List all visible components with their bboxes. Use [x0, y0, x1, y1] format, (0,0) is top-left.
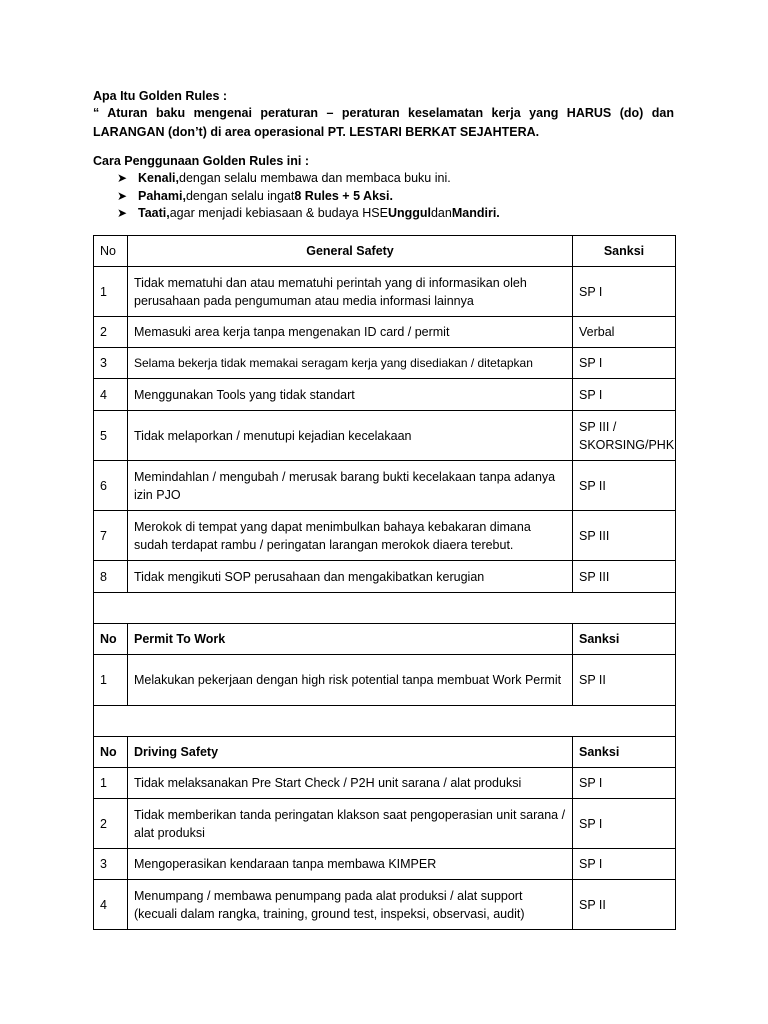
- row-sanksi: SP I: [573, 799, 676, 849]
- row-no: 7: [94, 511, 128, 561]
- table-row: [94, 511, 676, 561]
- row-text: Tidak mengikuti SOP perusahaan dan mengakibatkan kerugian: [128, 561, 573, 593]
- table-row: [94, 768, 676, 799]
- row-sanksi: SP I: [573, 379, 676, 411]
- intro-title: Apa Itu Golden Rules :: [93, 89, 228, 103]
- table-row: [94, 849, 676, 880]
- row-no: 4: [94, 379, 128, 411]
- row-text: Menumpang / membawa penumpang pada alat produksi / alat support (kecuali dalam rangka, training, ground test, inspeksi, observasi, audit): [128, 880, 573, 930]
- row-no: 8: [94, 561, 128, 593]
- row-text: Merokok di tempat yang dapat menimbulkan bahaya kebakaran dimana sudah terdapat rambu / peringatan larangan merokok diaera terebut.: [128, 511, 573, 561]
- arrow-bullet-icon: ➤: [117, 188, 128, 203]
- row-sanksi: SP III: [573, 511, 676, 561]
- usage-item: [117, 188, 500, 206]
- header-no: No: [94, 737, 128, 768]
- row-no: 1: [94, 655, 128, 706]
- usage-list: [117, 170, 500, 223]
- row-sanksi: SP I: [573, 768, 676, 799]
- table-row: [94, 267, 676, 317]
- row-text: Tidak memberikan tanda peringatan klakson saat pengoperasian unit sarana / alat produksi: [128, 799, 573, 849]
- table-row: [94, 799, 676, 849]
- section-spacer-row: [94, 593, 676, 624]
- table-row: [94, 655, 676, 706]
- row-no: 3: [94, 348, 128, 379]
- usage-emphasis: Mandiri.: [451, 206, 500, 221]
- row-sanksi: SP III / SKORSING/PHK: [573, 411, 676, 461]
- table-row: [94, 348, 676, 379]
- row-text: Memasuki area kerja tanpa mengenakan ID card / permit: [128, 317, 573, 348]
- table-row: [94, 561, 676, 593]
- row-text: Memindahlan / mengubah / merusak barang bukti kecelakaan tanpa adanya izin PJO: [128, 461, 573, 511]
- row-text: Mengoperasikan kendaraan tanpa membawa KIMPER: [128, 849, 573, 880]
- table-header-row: [94, 236, 676, 267]
- section-spacer: [94, 593, 676, 624]
- arrow-bullet-icon: ➤: [117, 206, 128, 221]
- row-sanksi: SP II: [573, 461, 676, 511]
- usage-emphasis: Unggul: [387, 206, 431, 221]
- row-sanksi: SP III: [573, 561, 676, 593]
- usage-item: [117, 170, 500, 188]
- row-no: 3: [94, 849, 128, 880]
- row-no: 5: [94, 411, 128, 461]
- table-row: [94, 880, 676, 930]
- usage-text: agar menjadi kebiasaan & budaya HSE: [169, 206, 388, 221]
- usage-item: [117, 205, 500, 223]
- usage-keyword: Taati,: [138, 206, 170, 221]
- usage-text: dengan selalu membawa dan membaca buku ini.: [179, 171, 451, 186]
- row-no: 1: [94, 768, 128, 799]
- arrow-bullet-icon: ➤: [117, 171, 128, 186]
- row-no: 2: [94, 799, 128, 849]
- usage-title: Cara Penggunaan Golden Rules ini :: [93, 154, 310, 168]
- usage-text: dengan selalu ingat: [185, 188, 295, 203]
- row-text: Tidak melaporkan / menutupi kejadian kecelakaan: [128, 411, 573, 461]
- section-spacer-row: [94, 706, 676, 737]
- row-no: 2: [94, 317, 128, 348]
- table-header-row: [94, 624, 676, 655]
- header-general-safety: General Safety: [128, 236, 573, 267]
- header-sanksi: Sanksi: [573, 236, 676, 267]
- intro-definition: “ Aturan baku mengenai peraturan – peraturan keselamatan kerja yang HARUS (do) dan LARANGAN (don’t) di area operasional PT. LESTARI BERKAT SEJAHTERA.: [93, 106, 674, 139]
- row-sanksi: SP II: [573, 880, 676, 930]
- header-permit-to-work: Permit To Work: [128, 624, 573, 655]
- section-spacer: [94, 706, 676, 737]
- usage-text: dan: [430, 206, 452, 221]
- usage-keyword: Pahami,: [138, 188, 186, 203]
- header-no: No: [94, 236, 128, 267]
- header-sanksi: Sanksi: [573, 737, 676, 768]
- table-row: [94, 379, 676, 411]
- row-text: Tidak mematuhi dan atau mematuhi perintah yang di informasikan oleh perusahaan pada pengumuman atau media informasi lainnya: [128, 267, 573, 317]
- row-text: Menggunakan Tools yang tidak standart: [128, 379, 573, 411]
- header-driving-safety: Driving Safety: [128, 737, 573, 768]
- row-text: Tidak melaksanakan Pre Start Check / P2H unit sarana / alat produksi: [128, 768, 573, 799]
- row-text: Melakukan pekerjaan dengan high risk potential tanpa membuat Work Permit: [128, 655, 573, 706]
- header-sanksi: Sanksi: [573, 624, 676, 655]
- table-row: [94, 411, 676, 461]
- row-sanksi: SP II: [573, 655, 676, 706]
- golden-rules-table: [93, 235, 676, 930]
- row-sanksi: SP I: [573, 348, 676, 379]
- table-row: [94, 317, 676, 348]
- table-header-row: [94, 737, 676, 768]
- row-sanksi: Verbal: [573, 317, 676, 348]
- row-no: 6: [94, 461, 128, 511]
- row-sanksi: SP I: [573, 267, 676, 317]
- header-no: No: [94, 624, 128, 655]
- usage-keyword: Kenali,: [138, 171, 179, 186]
- row-no: 4: [94, 880, 128, 930]
- row-no: 1: [94, 267, 128, 317]
- row-text: Selama bekerja tidak memakai seragam kerja yang disediakan / ditetapkan: [128, 348, 573, 379]
- usage-emphasis: 8 Rules + 5 Aksi.: [294, 188, 393, 203]
- table-row: [94, 461, 676, 511]
- row-sanksi: SP I: [573, 849, 676, 880]
